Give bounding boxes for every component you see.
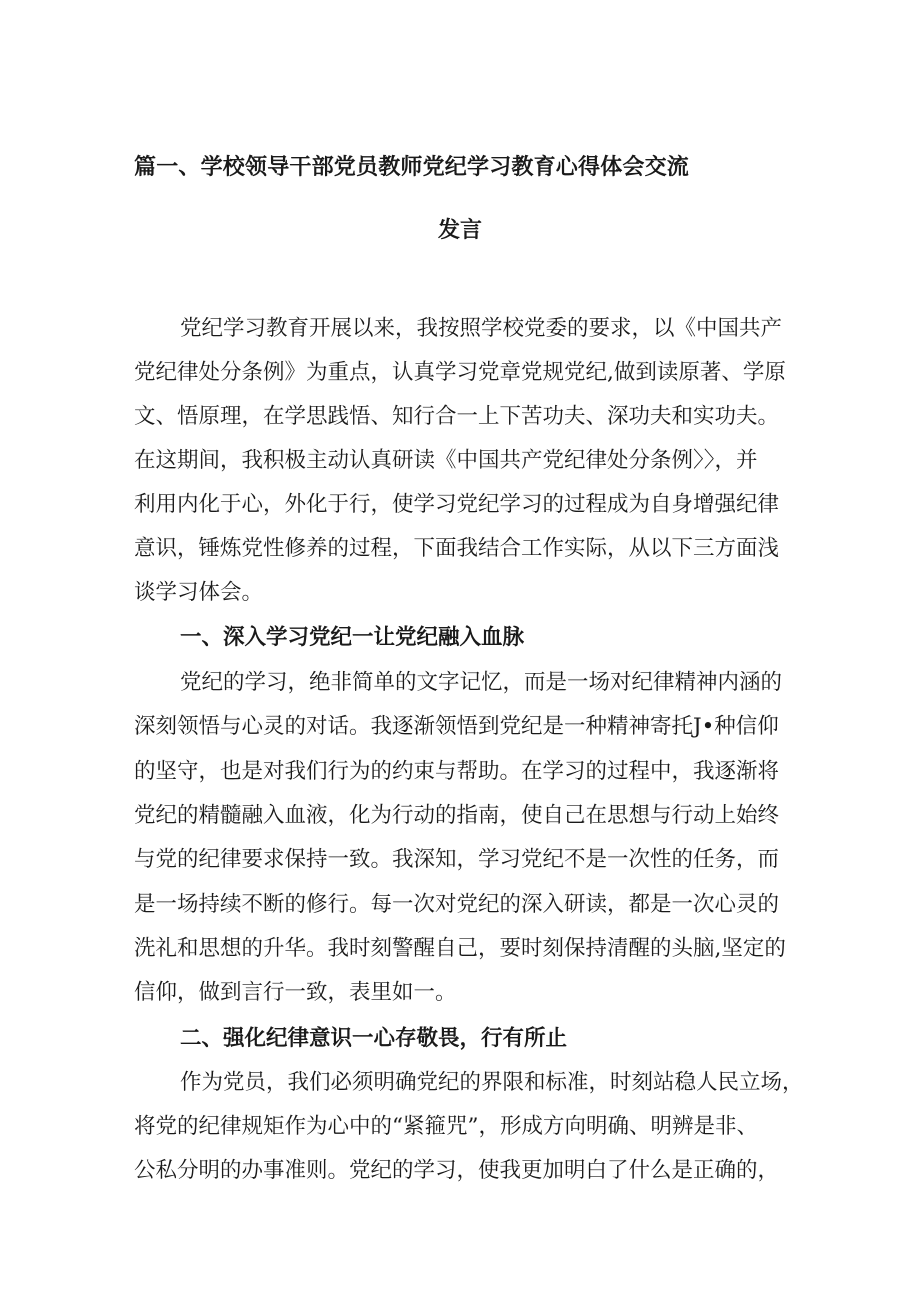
- paragraph-2-line: 的坚守，也是对我们行为的约束与帮助。在学习的过程中，我逐渐将: [134, 759, 780, 784]
- paragraph-2-line: 深刻领悟与心灵的对话。我逐渐领悟到党纪是一种精神寄托J•种信仰: [134, 714, 779, 739]
- paragraph-3-line: 公私分明的办事准则。党纪的学习，使我更加明白了什么是正确的，: [134, 1158, 780, 1183]
- paragraph-2-line: 与党的纪律要求保持一致。我深知，学习党纪不是一次性的任务，而: [134, 847, 780, 872]
- document-title-line-1: 篇一、学校领导干部党员教师党纪学习教育心得体会交流: [134, 154, 690, 180]
- paragraph-2-line: 信仰，做到言行一致，表里如一。: [134, 980, 457, 1005]
- paragraph-2-line: 是一场持续不断的修行。每一次对党纪的深入研读，都是一次心灵的: [134, 892, 780, 917]
- paragraph-1-line: 利用内化于心，外化于行，使学习党纪学习的过程成为自身增强纪律: [134, 492, 780, 517]
- section-heading-1: 一、深入学习党纪一让党纪融入血脉: [180, 625, 525, 650]
- paragraph-3-line: 将党的纪律规矩作为心中的“紧箍咒”，形成方向明确、明辨是非、: [134, 1114, 758, 1139]
- section-heading-2: 二、强化纪律意识一心存敬畏，行有所止: [180, 1026, 568, 1051]
- paragraph-1-line: 在这期间，我积极主动认真研读《中国共产党纪律处分条例〉〉，并: [134, 448, 758, 473]
- paragraph-1-line: 文、悟原理，在学思践悟、知行合一上下苦功夫、深功夫和实功夫。: [134, 404, 780, 429]
- paragraph-2-line: 党纪的学习，绝非简单的文字记忆，而是一场对纪律精神内涵的: [180, 670, 783, 695]
- paragraph-2-line: 党纪的精髓融入血液，化为行动的指南，使自己在思想与行动上始终: [134, 803, 780, 828]
- paragraph-1-line: 党纪律处分条例》为重点，认真学习党章党规党纪,做到读原著、学原: [134, 360, 786, 385]
- paragraph-1-line: 党纪学习教育开展以来，我按照学校党委的要求，以《中国共产: [180, 316, 783, 341]
- paragraph-1-line: 谈学习体会。: [134, 580, 264, 605]
- document-title-line-2: 发言: [437, 217, 482, 243]
- paragraph-3-line: 作为党员，我们必须明确党纪的界限和标准，时刻站稳人民立场，: [180, 1070, 804, 1095]
- paragraph-2-line: 洗礼和思想的升华。我时刻警醒自己，要时刻保持清醒的头脑,坚定的: [134, 936, 786, 961]
- paragraph-1-line: 意识，锤炼党性修养的过程，下面我结合工作实际，从以下三方面浅: [134, 536, 780, 561]
